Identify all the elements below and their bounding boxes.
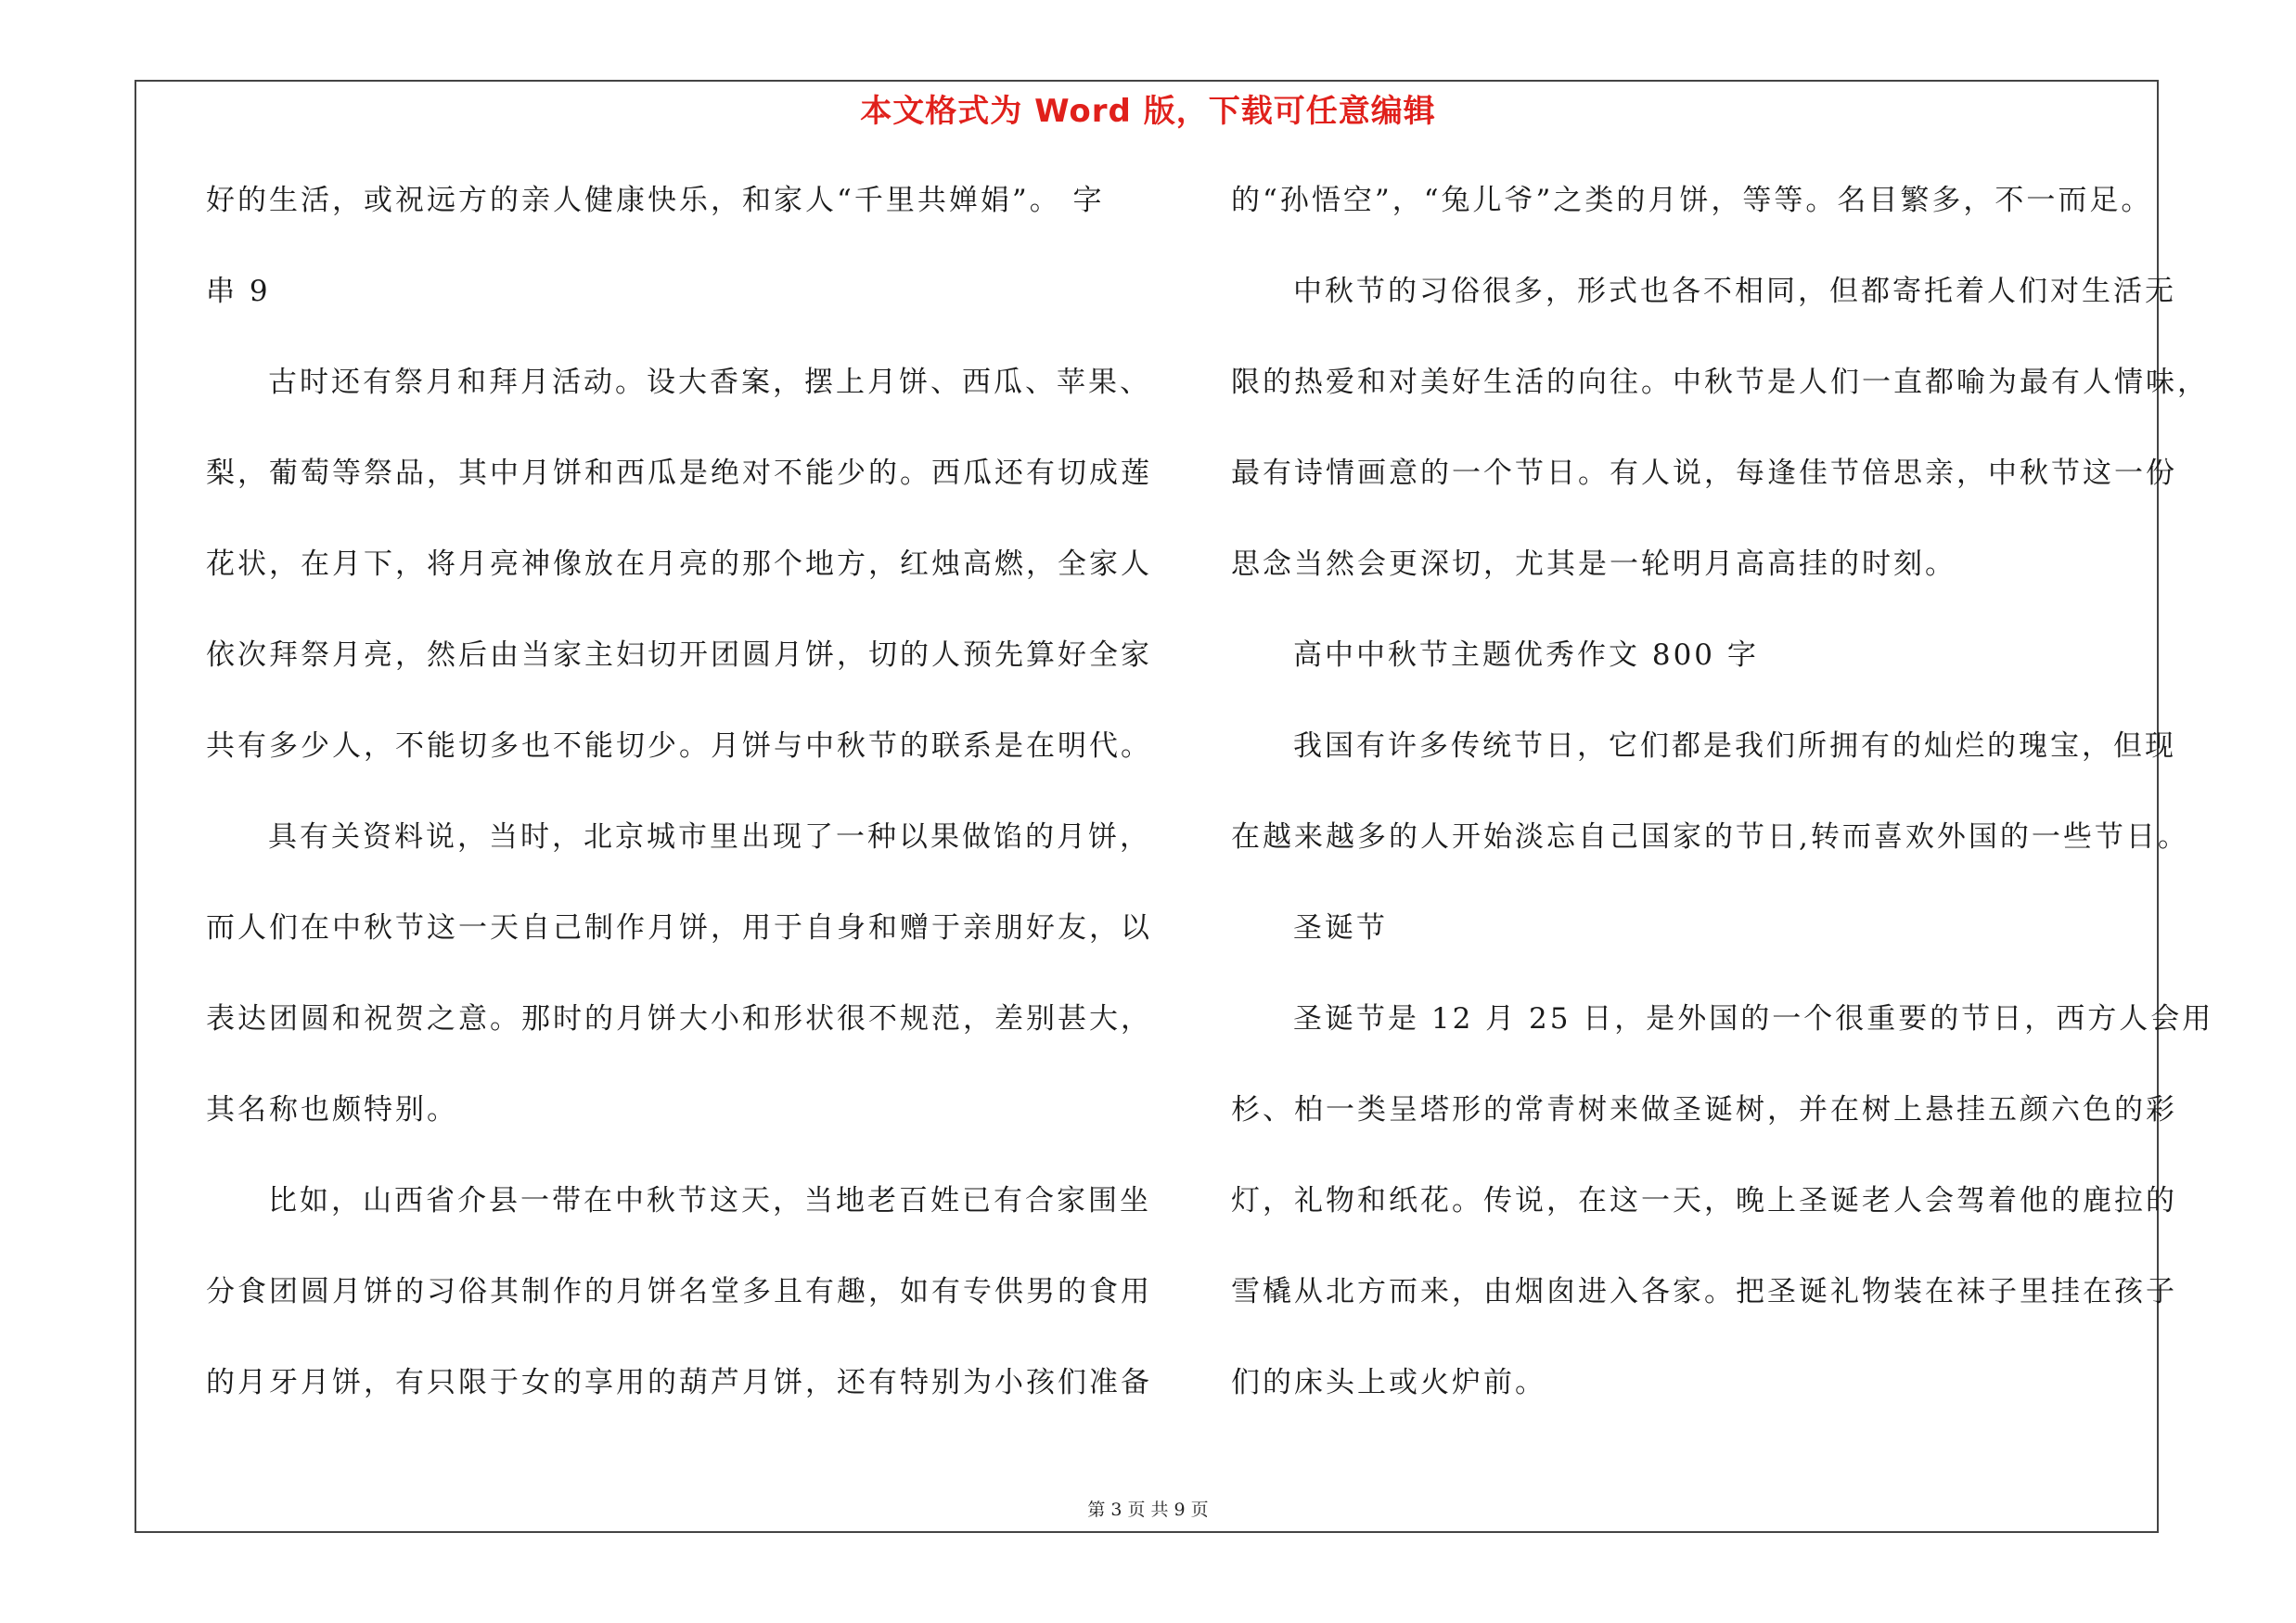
text-line: 具有关资料说，当时，北京城市里出现了一种以果做馅的月饼， bbox=[268, 820, 1151, 854]
text-line: 圣诞节是 12 月 25 日，是外国的一个很重要的节日，西方人会用 bbox=[1293, 1002, 2214, 1036]
section-heading: 高中中秋节主题优秀作文 800 字 bbox=[1293, 638, 1759, 672]
text-line: 在越来越多的人开始淡忘自己国家的节日,转而喜欢外国的一些节日。 bbox=[1231, 820, 2189, 854]
text-line: 雪橇从北方而来，由烟囱进入各家。把圣诞礼物装在袜子里挂在孩子 bbox=[1231, 1275, 2177, 1308]
text-line: 分食团圆月饼的习俗其制作的月饼名堂多且有趣，如有专供男的食用 bbox=[206, 1275, 1152, 1308]
section-heading: 圣诞节 bbox=[1293, 911, 1388, 945]
text-line: 的“孙悟空”，“兔儿爷”之类的月饼，等等。名目繁多，不一而足。 bbox=[1231, 184, 2153, 217]
text-line: 串 9 bbox=[206, 275, 271, 308]
text-line: 好的生活，或祝远方的亲人健康快乐，和家人“千里共婵娟”。 字 bbox=[206, 184, 1105, 217]
text-line: 梨，葡萄等祭品，其中月饼和西瓜是绝对不能少的。西瓜还有切成莲 bbox=[206, 457, 1152, 490]
text-line: 而人们在中秋节这一天自己制作月饼，用于自身和赠于亲朋好友，以 bbox=[206, 911, 1152, 945]
text-line: 灯，礼物和纸花。传说，在这一天，晚上圣诞老人会驾着他的鹿拉的 bbox=[1231, 1184, 2177, 1217]
text-line: 古时还有祭月和拜月活动。设大香案，摆上月饼、西瓜、苹果、 bbox=[268, 366, 1151, 399]
text-line: 比如，山西省介县一带在中秋节这天，当地老百姓已有合家围坐 bbox=[268, 1184, 1151, 1217]
text-line: 的月牙月饼，有只限于女的享用的葫芦月饼，还有特别为小孩们准备 bbox=[206, 1366, 1152, 1399]
text-line: 花状，在月下，将月亮神像放在月亮的那个地方，红烛高燃，全家人 bbox=[206, 547, 1152, 581]
text-line: 依次拜祭月亮，然后由当家主妇切开团圆月饼，切的人预先算好全家 bbox=[206, 638, 1152, 672]
text-line: 我国有许多传统节日，它们都是我们所拥有的灿烂的瑰宝，但现 bbox=[1293, 729, 2176, 763]
text-line: 表达团圆和祝贺之意。那时的月饼大小和形状很不规范，差别甚大， bbox=[206, 1002, 1152, 1036]
text-line: 们的床头上或火炉前。 bbox=[1231, 1366, 1546, 1399]
text-line: 限的热爱和对美好生活的向往。中秋节是人们一直都喻为最有人情味， bbox=[1231, 366, 2209, 399]
text-line: 杉、柏一类呈塔形的常青树来做圣诞树，并在树上悬挂五颜六色的彩 bbox=[1231, 1093, 2177, 1127]
text-line: 最有诗情画意的一个节日。有人说，每逢佳节倍思亲，中秋节这一份 bbox=[1231, 457, 2177, 490]
text-line: 中秋节的习俗很多，形式也各不相同，但都寄托着人们对生活无 bbox=[1293, 275, 2176, 308]
text-line: 其名称也颇特别。 bbox=[206, 1093, 458, 1127]
text-line: 共有多少人，不能切多也不能切少。月饼与中秋节的联系是在明代。 bbox=[206, 729, 1152, 763]
text-line: 思念当然会更深切，尤其是一轮明月高高挂的时刻。 bbox=[1231, 547, 1956, 581]
format-banner: 本文格式为 Word 版，下载可任意编辑 bbox=[860, 93, 1436, 130]
page-number: 第 3 页 共 9 页 bbox=[1087, 1500, 1209, 1520]
